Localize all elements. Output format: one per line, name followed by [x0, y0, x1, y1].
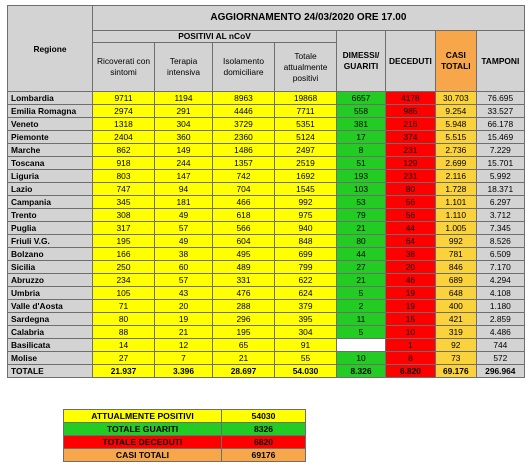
summary-value: 6820: [222, 436, 306, 449]
intensive-care-cell: 43: [155, 287, 213, 300]
swabs-cell: 7.345: [476, 222, 524, 235]
deceased-cell: 231: [386, 144, 436, 157]
table-row: [8, 209, 525, 222]
swabs-cell: 6.509: [476, 248, 524, 261]
region-name: Basilicata: [8, 339, 93, 352]
table-row: [8, 235, 525, 248]
current-positive-cell: 624: [275, 287, 337, 300]
home-isolation-cell: 4446: [213, 105, 275, 118]
summary-row: [64, 449, 306, 462]
table-row: [8, 274, 525, 287]
current-positive-cell: 5124: [275, 131, 337, 144]
hospitalized-cell: 2404: [93, 131, 155, 144]
table-row: [8, 170, 525, 183]
deceased-cell: 44: [386, 222, 436, 235]
intensive-care-cell: 19: [155, 313, 213, 326]
recovered-cell: 53: [337, 196, 386, 209]
region-name: Sardegna: [8, 313, 93, 326]
table-row: [8, 313, 525, 326]
hospitalized-cell: 2974: [93, 105, 155, 118]
current-positive-cell: 55: [275, 352, 337, 365]
total-cases-cell: 2.736: [435, 144, 476, 157]
current-positive-cell: 848: [275, 235, 337, 248]
region-name: Molise: [8, 352, 93, 365]
table-row: [8, 300, 525, 313]
deceased-cell: 129: [386, 157, 436, 170]
hospitalized-cell: 250: [93, 261, 155, 274]
total-cases-cell: 319: [435, 326, 476, 339]
intensive-care-cell: 244: [155, 157, 213, 170]
deceased-cell: 56: [386, 209, 436, 222]
home-isolation-cell: 466: [213, 196, 275, 209]
region-name: Valle d'Aosta: [8, 300, 93, 313]
recovered-cell: [337, 339, 386, 352]
summary-label: TOTALE GUARITI: [64, 423, 222, 436]
recovered-cell: 2: [337, 300, 386, 313]
positive-group-header: POSITIVI AL nCoV: [93, 31, 337, 43]
hospitalized-cell: 105: [93, 287, 155, 300]
recovered-cell: 79: [337, 209, 386, 222]
deceased-cell: 4178: [386, 92, 436, 105]
covid-report: [7, 5, 525, 378]
region-name: Liguria: [8, 170, 93, 183]
intensive-care-header: Terapia intensiva: [155, 43, 213, 92]
hospitalized-cell: 71: [93, 300, 155, 313]
intensive-care-cell: 147: [155, 170, 213, 183]
totals-row: [8, 365, 525, 378]
swabs-cell: 76.695: [476, 92, 524, 105]
recovered-cell: 27: [337, 261, 386, 274]
hospitalized-cell: 80: [93, 313, 155, 326]
deceased-cell: 19: [386, 287, 436, 300]
deceased-cell: 1: [386, 339, 436, 352]
total-cases-cell: 1.110: [435, 209, 476, 222]
swabs-cell: 5.992: [476, 170, 524, 183]
swabs-cell: 6.297: [476, 196, 524, 209]
current-positive-cell: 304: [275, 326, 337, 339]
total-cases-cell: 1.005: [435, 222, 476, 235]
home-isolation-cell: 566: [213, 222, 275, 235]
deceased-cell: 985: [386, 105, 436, 118]
home-isolation-cell: 3729: [213, 118, 275, 131]
totals-label: TOTALE: [8, 365, 93, 378]
hospitalized-cell: 862: [93, 144, 155, 157]
current-positive-cell: 19868: [275, 92, 337, 105]
swabs-cell: 4.108: [476, 287, 524, 300]
region-name: Piemonte: [8, 131, 93, 144]
current-positive-cell: 622: [275, 274, 337, 287]
summary-value: 54030: [222, 410, 306, 423]
current-positive-cell: 395: [275, 313, 337, 326]
recovered-cell: 17: [337, 131, 386, 144]
hospitalized-cell: 1318: [93, 118, 155, 131]
swabs-cell: 3.712: [476, 209, 524, 222]
intensive-care-cell: 291: [155, 105, 213, 118]
recovered-cell: 21: [337, 222, 386, 235]
summary-table: [63, 409, 306, 462]
swabs-cell: 7.229: [476, 144, 524, 157]
total-cases-cell: 92: [435, 339, 476, 352]
hospitalized-cell: 88: [93, 326, 155, 339]
region-name: Calabria: [8, 326, 93, 339]
total-intensive-care-cell: 3.396: [155, 365, 213, 378]
recovered-cell: 381: [337, 118, 386, 131]
total-cases-cell: 9.254: [435, 105, 476, 118]
intensive-care-cell: 57: [155, 222, 213, 235]
recovered-cell: 80: [337, 235, 386, 248]
total-cases-header: CASI TOTALI: [435, 31, 476, 92]
summary-row: [64, 436, 306, 449]
intensive-care-cell: 94: [155, 183, 213, 196]
hospitalized-cell: 308: [93, 209, 155, 222]
intensive-care-cell: 21: [155, 326, 213, 339]
current-positive-cell: 2519: [275, 157, 337, 170]
regional-table: [7, 5, 525, 378]
swabs-cell: 66.178: [476, 118, 524, 131]
current-positive-cell: 2497: [275, 144, 337, 157]
region-name: Abruzzo: [8, 274, 93, 287]
region-name: Lazio: [8, 183, 93, 196]
deceased-cell: 231: [386, 170, 436, 183]
deceased-cell: 10: [386, 326, 436, 339]
deceased-cell: 216: [386, 118, 436, 131]
swabs-cell: 1.180: [476, 300, 524, 313]
intensive-care-cell: 57: [155, 274, 213, 287]
total-cases-cell: 1.101: [435, 196, 476, 209]
deceased-cell: 374: [386, 131, 436, 144]
total-cases-cell: 30.703: [435, 92, 476, 105]
region-name: Friuli V.G.: [8, 235, 93, 248]
table-row: [8, 144, 525, 157]
table-row: [8, 352, 525, 365]
table-row: [8, 222, 525, 235]
summary-value: 8326: [222, 423, 306, 436]
total-hospitalized-cell: 21.937: [93, 365, 155, 378]
current-positive-cell: 5351: [275, 118, 337, 131]
total-cases-cell: 781: [435, 248, 476, 261]
intensive-care-cell: 60: [155, 261, 213, 274]
table-row: [8, 92, 525, 105]
recovered-cell: 5: [337, 326, 386, 339]
recovered-cell: 8: [337, 144, 386, 157]
total-recovered-cell: 8.326: [337, 365, 386, 378]
recovered-cell: 5: [337, 287, 386, 300]
deceased-cell: 8: [386, 352, 436, 365]
region-name: Lombardia: [8, 92, 93, 105]
recovered-cell: 44: [337, 248, 386, 261]
home-isolation-cell: 288: [213, 300, 275, 313]
total-swabs-cell: 296.964: [476, 365, 524, 378]
swabs-cell: 572: [476, 352, 524, 365]
current-positive-cell: 91: [275, 339, 337, 352]
summary-label: ATTUALMENTE POSITIVI: [64, 410, 222, 423]
intensive-care-cell: 304: [155, 118, 213, 131]
total-cases-cell: 648: [435, 287, 476, 300]
deceased-cell: 20: [386, 261, 436, 274]
region-name: Umbria: [8, 287, 93, 300]
swabs-cell: 33.527: [476, 105, 524, 118]
region-name: Sicilia: [8, 261, 93, 274]
recovered-cell: 11: [337, 313, 386, 326]
intensive-care-cell: 12: [155, 339, 213, 352]
current-positive-cell: 992: [275, 196, 337, 209]
deceased-header: DECEDUTI: [386, 31, 436, 92]
deceased-cell: 15: [386, 313, 436, 326]
recovered-cell: 103: [337, 183, 386, 196]
home-isolation-cell: 21: [213, 352, 275, 365]
hospitalized-cell: 345: [93, 196, 155, 209]
home-isolation-cell: 2360: [213, 131, 275, 144]
table-row: [8, 105, 525, 118]
swabs-cell: 7.170: [476, 261, 524, 274]
summary-value: 69176: [222, 449, 306, 462]
update-title: AGGIORNAMENTO 24/03/2020 ORE 17.00: [93, 6, 525, 31]
home-isolation-cell: 618: [213, 209, 275, 222]
deceased-cell: 46: [386, 274, 436, 287]
region-name: Bolzano: [8, 248, 93, 261]
home-isolation-cell: 1357: [213, 157, 275, 170]
home-isolation-cell: 476: [213, 287, 275, 300]
total-total-cases-cell: 69.176: [435, 365, 476, 378]
intensive-care-cell: 360: [155, 131, 213, 144]
deceased-cell: 38: [386, 248, 436, 261]
table-row: [8, 287, 525, 300]
region-name: Puglia: [8, 222, 93, 235]
total-cases-cell: 5.948: [435, 118, 476, 131]
hospitalized-cell: 14: [93, 339, 155, 352]
swabs-cell: 4.294: [476, 274, 524, 287]
home-isolation-cell: 65: [213, 339, 275, 352]
deceased-cell: 56: [386, 196, 436, 209]
intensive-care-cell: 149: [155, 144, 213, 157]
home-isolation-cell: 331: [213, 274, 275, 287]
summary-row: [64, 423, 306, 436]
total-cases-cell: 5.515: [435, 131, 476, 144]
home-isolation-cell: 495: [213, 248, 275, 261]
summary-box: [63, 409, 306, 462]
recovered-cell: 558: [337, 105, 386, 118]
total-cases-cell: 2.116: [435, 170, 476, 183]
current-positive-cell: 799: [275, 261, 337, 274]
intensive-care-cell: 20: [155, 300, 213, 313]
region-name: Toscana: [8, 157, 93, 170]
hospitalized-cell: 195: [93, 235, 155, 248]
intensive-care-cell: 49: [155, 235, 213, 248]
home-isolation-cell: 489: [213, 261, 275, 274]
table-row: [8, 183, 525, 196]
hospitalized-header: Ricoverati con sintomi: [93, 43, 155, 92]
intensive-care-cell: 1194: [155, 92, 213, 105]
intensive-care-cell: 38: [155, 248, 213, 261]
region-name: Trento: [8, 209, 93, 222]
region-name: Marche: [8, 144, 93, 157]
current-positive-cell: 1545: [275, 183, 337, 196]
intensive-care-cell: 7: [155, 352, 213, 365]
summary-row: [64, 410, 306, 423]
hospitalized-cell: 166: [93, 248, 155, 261]
recovered-cell: 6657: [337, 92, 386, 105]
current-positive-cell: 1692: [275, 170, 337, 183]
home-isolation-cell: 296: [213, 313, 275, 326]
swabs-header: TAMPONI: [476, 31, 524, 92]
table-row: [8, 248, 525, 261]
region-header: Regione: [8, 6, 93, 92]
swabs-cell: 8.526: [476, 235, 524, 248]
home-isolation-cell: 604: [213, 235, 275, 248]
table-row: [8, 131, 525, 144]
region-name: Emilia Romagna: [8, 105, 93, 118]
recovered-cell: 193: [337, 170, 386, 183]
table-row: [8, 157, 525, 170]
total-cases-cell: 689: [435, 274, 476, 287]
home-isolation-cell: 1486: [213, 144, 275, 157]
recovered-cell: 21: [337, 274, 386, 287]
current-positive-header: Totale attualmente positivi: [275, 43, 337, 92]
home-isolation-cell: 8963: [213, 92, 275, 105]
total-deceased-cell: 6.820: [386, 365, 436, 378]
current-positive-cell: 940: [275, 222, 337, 235]
deceased-cell: 19: [386, 300, 436, 313]
total-home-isolation-cell: 28.697: [213, 365, 275, 378]
swabs-cell: 18.371: [476, 183, 524, 196]
swabs-cell: 15.701: [476, 157, 524, 170]
table-row: [8, 118, 525, 131]
home-isolation-cell: 195: [213, 326, 275, 339]
home-isolation-cell: 742: [213, 170, 275, 183]
current-positive-cell: 975: [275, 209, 337, 222]
current-positive-cell: 699: [275, 248, 337, 261]
recovered-cell: 51: [337, 157, 386, 170]
swabs-cell: 744: [476, 339, 524, 352]
total-cases-cell: 73: [435, 352, 476, 365]
table-row: [8, 261, 525, 274]
table-row: [8, 339, 525, 352]
region-name: Campania: [8, 196, 93, 209]
total-cases-cell: 2.699: [435, 157, 476, 170]
deceased-cell: 64: [386, 235, 436, 248]
home-isolation-header: Isolamento domiciliare: [213, 43, 275, 92]
total-cases-cell: 400: [435, 300, 476, 313]
current-positive-cell: 7711: [275, 105, 337, 118]
hospitalized-cell: 918: [93, 157, 155, 170]
intensive-care-cell: 49: [155, 209, 213, 222]
summary-label: TOTALE DECEDUTI: [64, 436, 222, 449]
total-cases-cell: 846: [435, 261, 476, 274]
hospitalized-cell: 234: [93, 274, 155, 287]
swabs-cell: 15.469: [476, 131, 524, 144]
hospitalized-cell: 803: [93, 170, 155, 183]
hospitalized-cell: 27: [93, 352, 155, 365]
recovered-cell: 10: [337, 352, 386, 365]
hospitalized-cell: 9711: [93, 92, 155, 105]
summary-label: CASI TOTALI: [64, 449, 222, 462]
deceased-cell: 80: [386, 183, 436, 196]
table-row: [8, 196, 525, 209]
table-row: [8, 326, 525, 339]
recovered-header: DIMESSI/ GUARITI: [337, 31, 386, 92]
hospitalized-cell: 317: [93, 222, 155, 235]
region-name: Veneto: [8, 118, 93, 131]
swabs-cell: 4.486: [476, 326, 524, 339]
total-current-positive-cell: 54.030: [275, 365, 337, 378]
swabs-cell: 2.859: [476, 313, 524, 326]
total-cases-cell: 1.728: [435, 183, 476, 196]
hospitalized-cell: 747: [93, 183, 155, 196]
current-positive-cell: 379: [275, 300, 337, 313]
home-isolation-cell: 704: [213, 183, 275, 196]
intensive-care-cell: 181: [155, 196, 213, 209]
total-cases-cell: 992: [435, 235, 476, 248]
total-cases-cell: 421: [435, 313, 476, 326]
